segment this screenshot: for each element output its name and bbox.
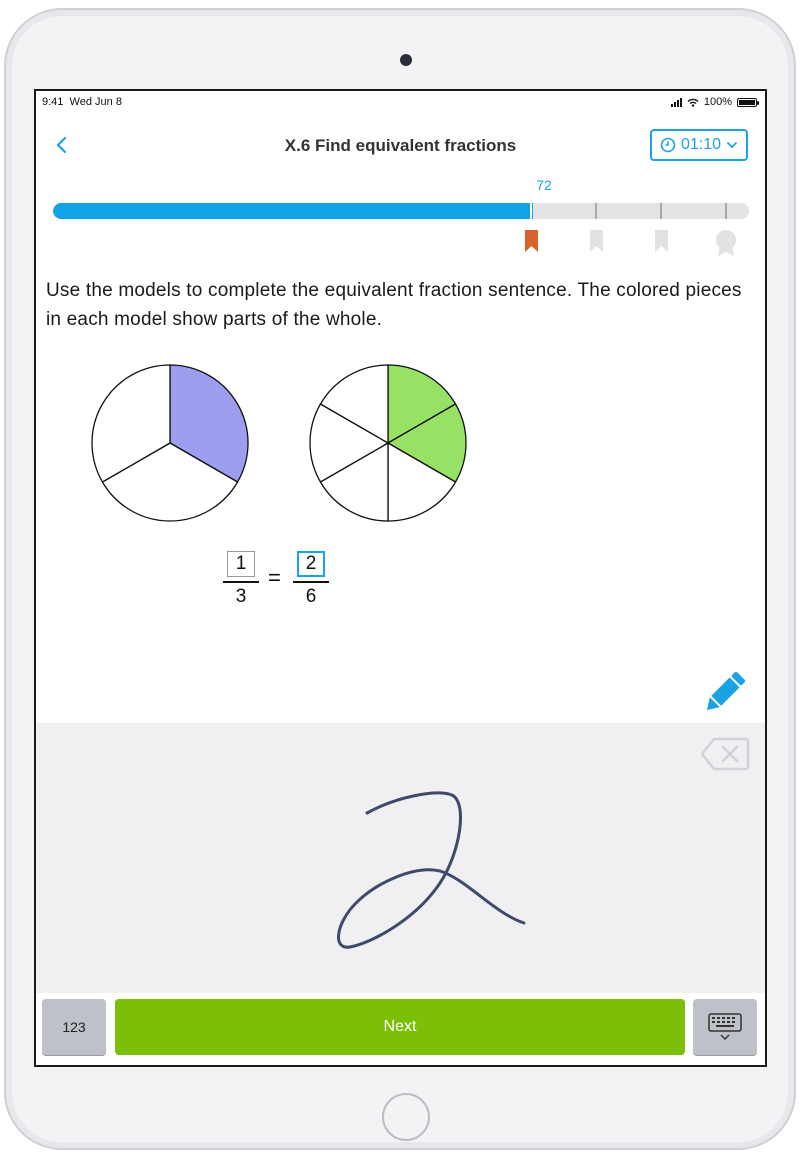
timer-button[interactable] (650, 129, 748, 161)
sixths-circle-model (308, 363, 468, 523)
input-toolbar (36, 993, 765, 1067)
fraction-left (223, 551, 259, 607)
keyboard-toggle-key[interactable] (693, 999, 757, 1055)
bookmark-icon (589, 230, 604, 252)
fraction-bar (293, 581, 329, 583)
clock-icon (660, 137, 676, 153)
smartscore-progress-bar (53, 203, 749, 219)
signal-icon (671, 98, 682, 107)
status-date: Wed Jun 8 (69, 96, 122, 108)
status-bar (36, 91, 765, 113)
wifi-icon (687, 98, 699, 107)
smartscore-progress-fill (53, 203, 533, 219)
page-title: X.6 Find equivalent fractions (284, 136, 517, 155)
home-button[interactable] (382, 1093, 430, 1141)
timer-value: 01:10 (680, 136, 722, 153)
numerator-answer-input[interactable]: 2 (297, 551, 325, 577)
smartscore-value: 72 (536, 177, 552, 193)
question-text: Use the models to complete the equivalent fraction sentence. The colored pieces in each model show parts of the whole. (46, 280, 742, 330)
award-icon (715, 230, 737, 256)
number-mode-key[interactable]: 123 (42, 999, 106, 1055)
thirds-circle-model (90, 363, 250, 523)
progress-tick (530, 203, 532, 219)
numerator-left: 1 (227, 551, 255, 577)
next-button[interactable]: Next (115, 999, 685, 1055)
progress-tick (660, 203, 662, 219)
denominator-right: 6 (305, 586, 317, 607)
app-screen (34, 89, 767, 1067)
status-time (42, 96, 122, 108)
fraction-bar (223, 581, 259, 583)
handwritten-digit-stroke (36, 723, 767, 993)
fraction-right (293, 551, 329, 607)
handwriting-pad[interactable] (36, 723, 765, 993)
front-camera (400, 54, 412, 66)
keyboard-icon (707, 1012, 743, 1042)
pencil-icon[interactable] (700, 669, 748, 717)
bookmark-icon (524, 230, 539, 252)
chevron-down-icon (726, 139, 738, 151)
equals-sign: = (268, 565, 281, 590)
battery-percent: 100% (703, 96, 732, 108)
progress-tick (595, 203, 597, 219)
denominator-left: 3 (235, 586, 247, 607)
status-indicators (671, 96, 757, 108)
progress-tick (725, 203, 727, 219)
battery-icon (737, 98, 757, 107)
status-clock: 9:41 (42, 96, 64, 108)
bookmark-icon (654, 230, 669, 252)
